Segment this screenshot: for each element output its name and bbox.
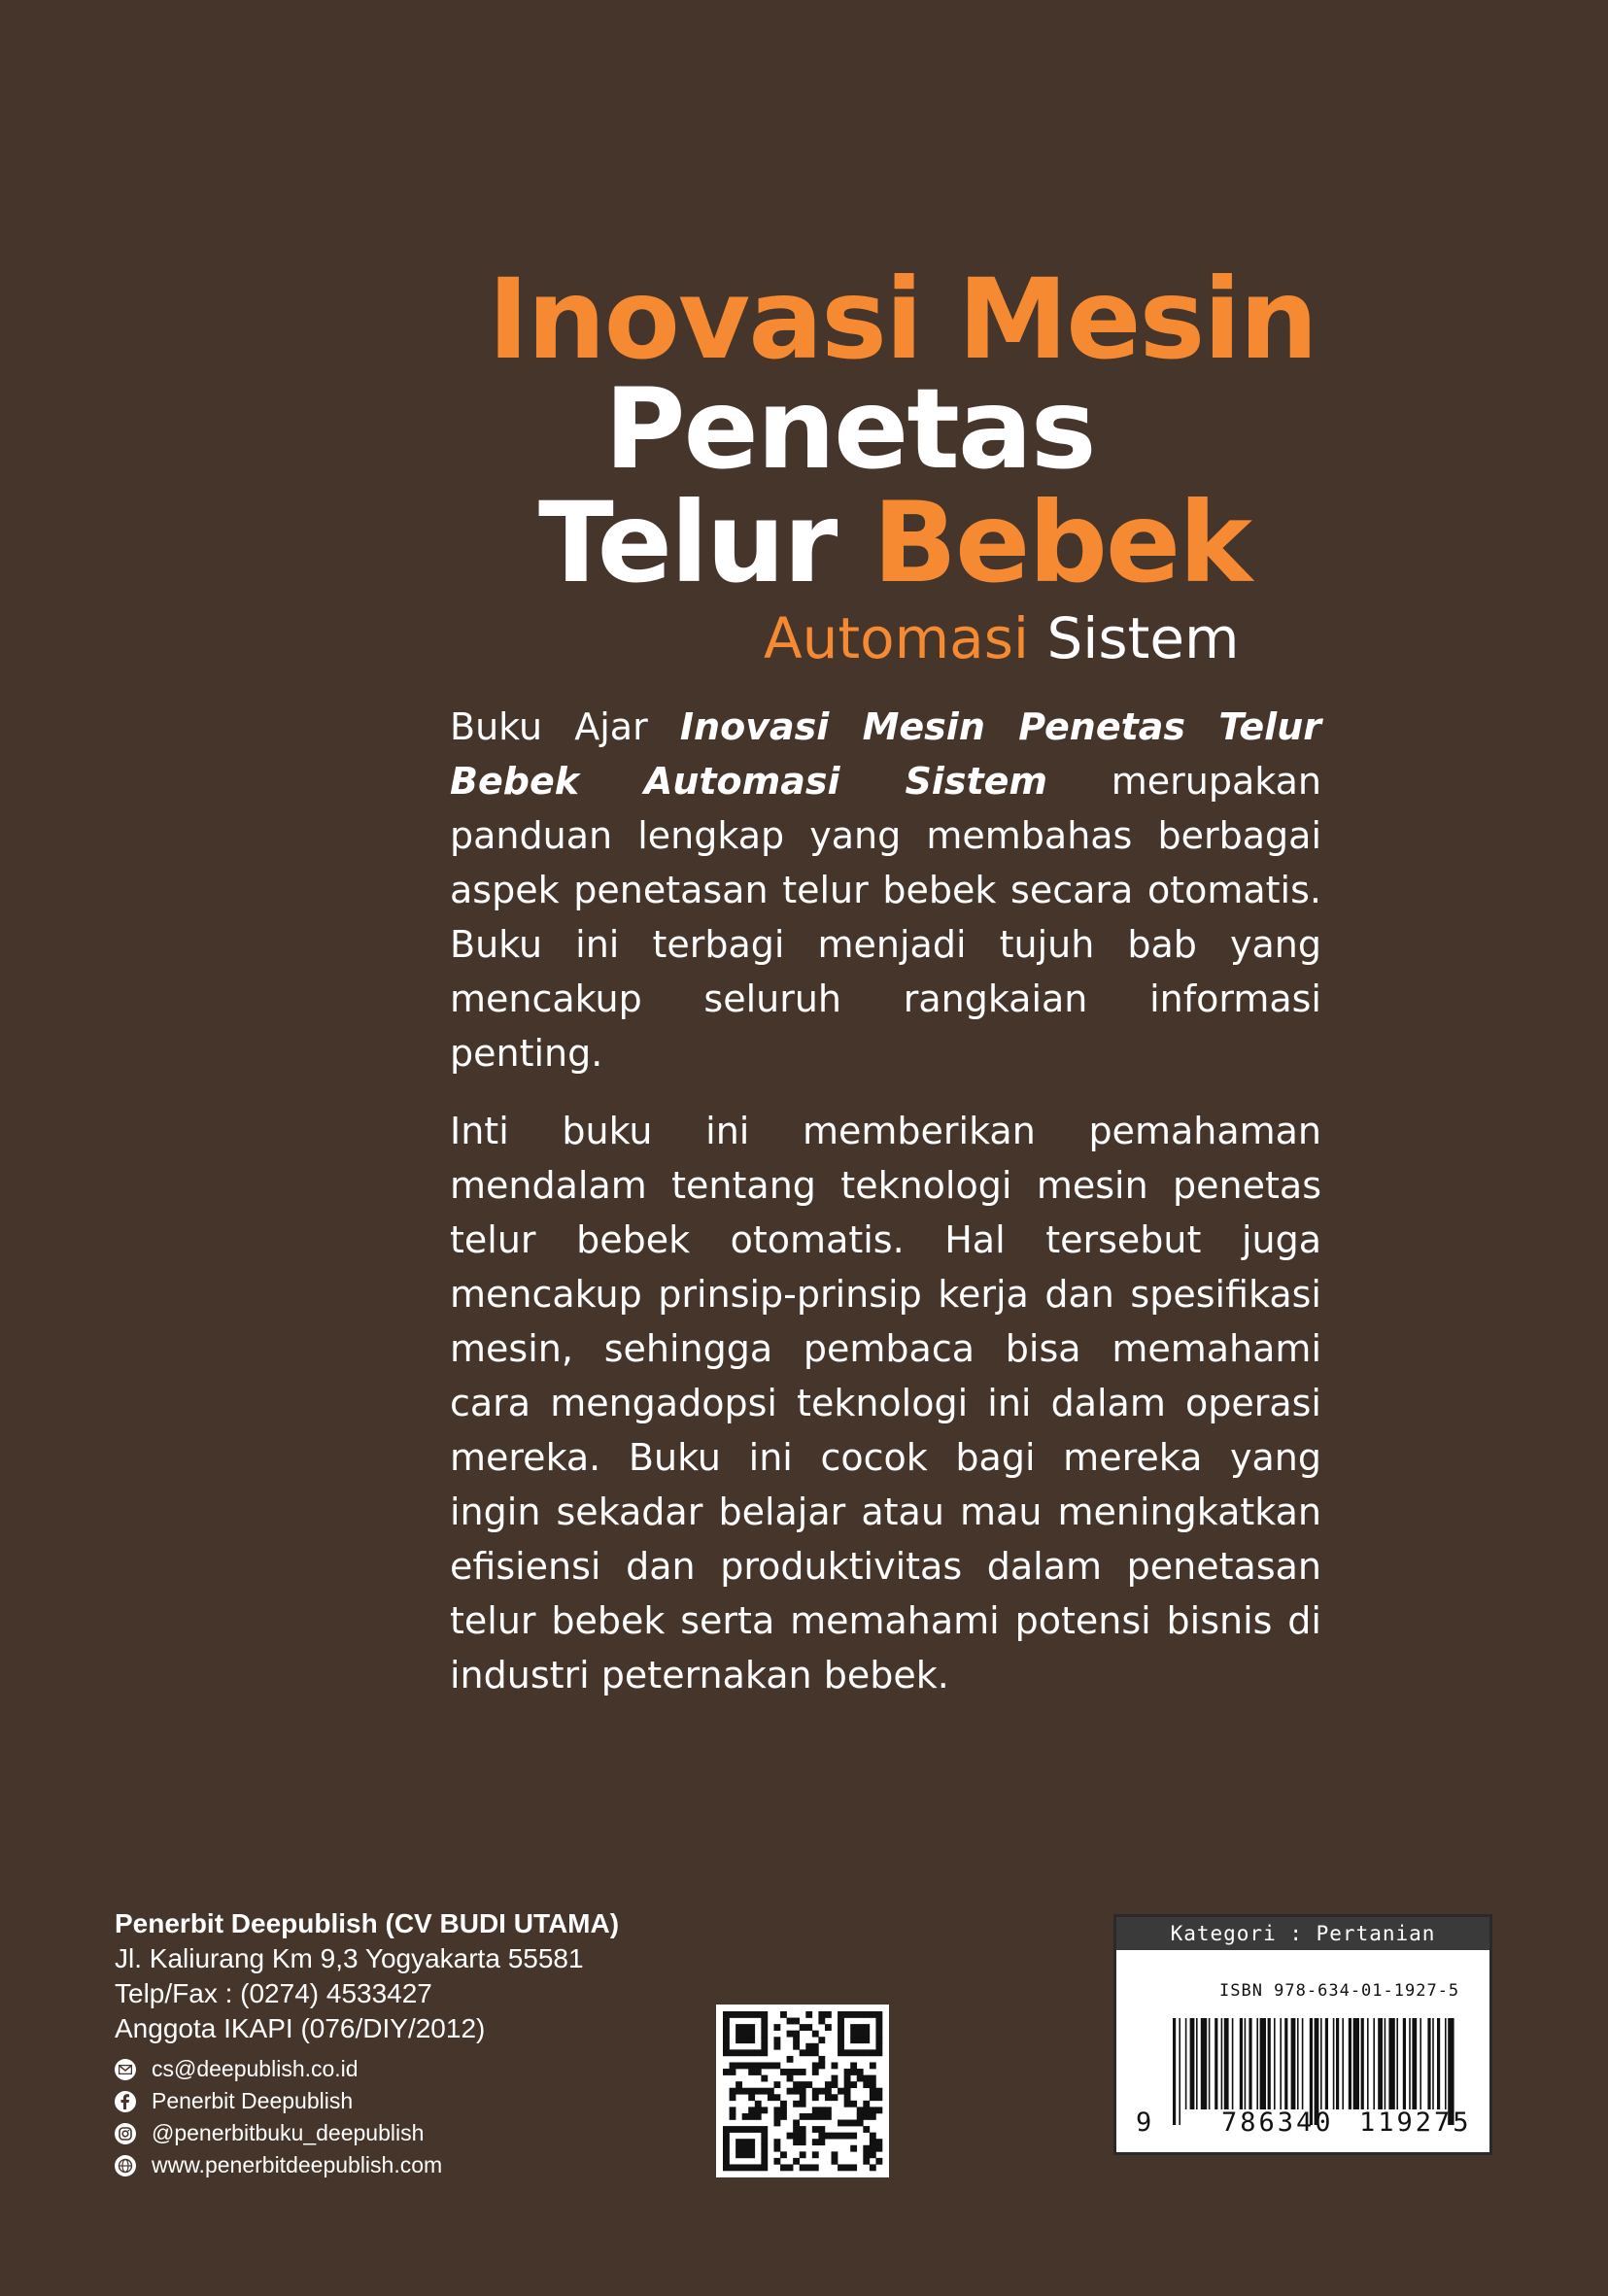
description-paragraph-2: Inti buku ini memberikan pemahaman mendalam tentang teknologi mesin penetas telur bebek otomatis. Hal tersebut juga mencakup prinsip-prinsip kerja dan spesifikasi mesin, sehingga pembaca bisa memahami cara mengadopsi teknologi ini dalam operasi mereka. Buku ini cocok bagi mereka yang ingin sekadar belajar atau mau meningkatkan efisiensi dan produktivitas dalam penetasan telur bebek serta memahami potensi bisnis di industri peternakan bebek. <box>450 1110 1321 1696</box>
publisher-name: Penerbit Deepublish (CV BUDI UTAMA) <box>115 1908 620 1938</box>
barcode-digit-group-2: 119275 <box>1359 2108 1472 2138</box>
subtitle-white: Sistem <box>1046 605 1240 671</box>
facebook-icon <box>115 2091 136 2112</box>
barcode-digit-group-1: 786340 <box>1221 2108 1334 2138</box>
publisher-phone: Telp/Fax : (0274) 4533427 <box>115 1978 432 2008</box>
contact-instagram[interactable] <box>115 2117 442 2149</box>
subtitle-orange: Automasi <box>764 605 1030 671</box>
publisher-member: Anggota IKAPI (076/DIY/2012) <box>115 2013 486 2043</box>
title-line-2: Penetas <box>604 364 1095 494</box>
qr-code[interactable] <box>716 2005 889 2177</box>
globe-icon <box>115 2155 136 2176</box>
barcode-box <box>1113 1914 1492 2155</box>
p1-start: Buku Ajar <box>450 705 648 748</box>
contact-text: www.penerbitdeepublish.com <box>152 2152 443 2177</box>
description-paragraph-1 <box>450 700 1321 1080</box>
category-label: Kategori : Pertanian <box>1116 1917 1489 1950</box>
p1-rest: merupakan panduan lengkap yang membahas berbagai aspek penetasan telur bebek secara otomatis. Buku ini terbagi menjadi tujuh bab yang mencakup seluruh rangkaian informasi penting. <box>450 760 1321 1075</box>
title-line-3-orange: Bebek <box>872 478 1251 607</box>
description <box>450 700 1321 1726</box>
contact-website[interactable] <box>115 2149 442 2181</box>
contact-text: @penerbitbuku_deepublish <box>152 2120 425 2145</box>
title-line-1: Inovasi Mesin <box>488 255 1317 384</box>
publisher-info <box>115 1906 619 2046</box>
title-line-3 <box>538 478 1251 607</box>
instagram-icon <box>115 2123 136 2144</box>
email-icon <box>115 2059 136 2080</box>
subtitle <box>764 605 1240 671</box>
qr-code-image <box>716 2005 889 2177</box>
contact-email[interactable] <box>115 2053 442 2085</box>
contact-text: Penerbit Deepublish <box>152 2088 354 2113</box>
contact-text: cs@deepublish.co.id <box>152 2056 359 2081</box>
isbn-text: ISBN 978-634-01-1927-5 <box>1219 1981 1460 2001</box>
contact-list <box>115 2053 442 2181</box>
p1-book-title: Inovasi Mesin Penetas Telur Bebek Automasi Sistem <box>450 705 1321 803</box>
title-line-3-white: Telur <box>538 478 837 607</box>
barcode-digit-first: 9 <box>1136 2108 1152 2138</box>
contact-facebook[interactable] <box>115 2085 442 2117</box>
publisher-address: Jl. Kaliurang Km 9,3 Yogyakarta 55581 <box>115 1943 584 1973</box>
